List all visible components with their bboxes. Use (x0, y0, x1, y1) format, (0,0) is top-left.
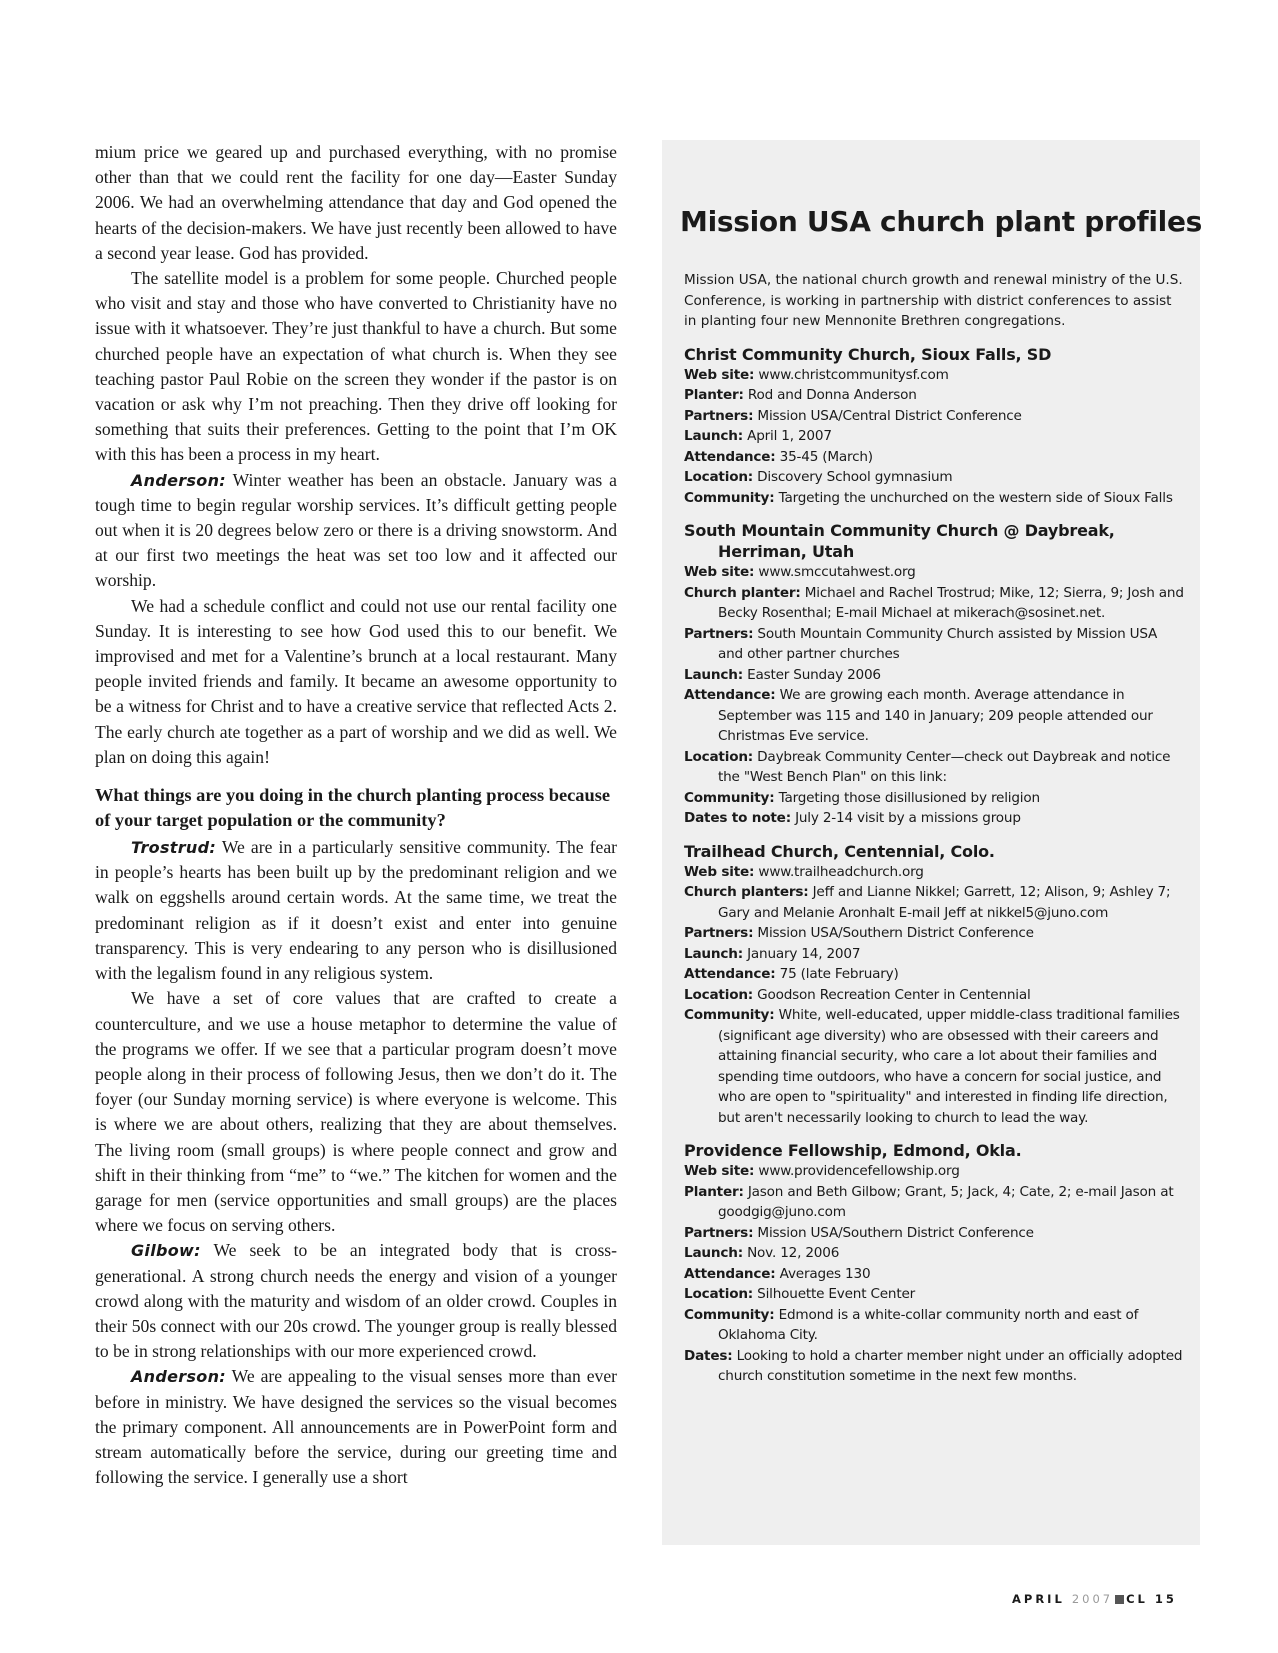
paragraph (95, 1238, 617, 1364)
church-profile (684, 841, 1184, 1129)
paragraph (95, 468, 617, 594)
field-value: Mission USA/Central District Conference (753, 407, 1022, 424)
profile-field (684, 944, 1184, 965)
profile-field (684, 808, 1184, 829)
field-label: Partners: (684, 925, 754, 941)
field-value: Goodson Recreation Center in Centennial (753, 986, 1031, 1003)
paragraph: The satellite model is a problem for some people. Churched people who visit and stay and those who have converted to Christianity have no issue with it whatsoever. They’re just thankful to have a church. But some churched people have an expectation of what church is. When they see teaching pastor Paul Robie on the screen they wonder if the pastor is on vacation or ask why I’m not preaching. Then they drive off looking for something that suits their preferences. Getting to the point that I’m OK with this has been a process in my heart. (95, 268, 617, 465)
church-profile-list (684, 344, 1184, 1387)
sidebar-content (680, 140, 1203, 1387)
field-label: Attendance: (684, 1265, 776, 1282)
field-value: Looking to hold a charter member night under an officially adopted church constitution sometime in the next few months. (718, 1347, 1183, 1384)
paragraph-text: We are in a particularly sensitive community. The fear in people’s hearts has been built up by the predominant religion and we walk on eggshells around certain words. At the same time, we treat the predominant religion as if it doesn’t exist and enter into genuine transparency. This is very endearing to any person who is disillusioned with the legalism found in any religious system. (95, 837, 617, 984)
field-label: Community: (684, 489, 775, 506)
field-label: Church planters: (684, 884, 809, 900)
sidebar-title: Mission USA church plant profiles (680, 205, 1203, 238)
field-label: Dates: (684, 1347, 733, 1364)
field-label: Partners: (684, 407, 754, 424)
field-value: www.trailheadchurch.org (754, 863, 924, 880)
field-value: www.smccutahwest.org (754, 564, 916, 580)
speaker-name: Trostrud: (131, 838, 217, 858)
profile-field (684, 1161, 1184, 1182)
field-label: Location: (684, 986, 754, 1003)
profile-field (684, 624, 1184, 665)
profile-field (684, 385, 1184, 406)
paragraph: We had a schedule conflict and could not use our rental facility one Sunday. It is interesting to see how God used this to our benefit. We improvised and met for a Valentine’s brunch at a local restaurant. Many people invited friends and family. It became an awesome opportunity to be a witness for Christ and to have a creative service that reflected Acts 2. The early church ate together as a part of worship and we did as well. We plan on doing this again! (95, 595, 617, 767)
profile-field (684, 467, 1184, 488)
speaker-name: Anderson: (131, 1367, 226, 1387)
profile-field (684, 985, 1184, 1006)
field-value: Nov. 12, 2006 (742, 1245, 840, 1261)
field-label: Planter: (684, 1183, 744, 1200)
profile-field (684, 882, 1184, 923)
profile-field (684, 406, 1184, 427)
field-label: Attendance: (684, 966, 776, 982)
profile-field (684, 1182, 1184, 1223)
field-label: Location: (684, 748, 754, 765)
profile-field (684, 1223, 1184, 1244)
field-value: April 1, 2007 (742, 428, 832, 444)
field-label: Launch: (684, 666, 743, 683)
field-value: www.providencefellowship.org (754, 1163, 960, 1179)
field-value: July 2-14 visit by a missions group (790, 810, 1021, 826)
field-value: Daybreak Community Center—check out Daybreak and notice the "West Bench Plan" on this link: (718, 748, 1171, 785)
sidebar-intro: Mission USA, the national church growth and renewal ministry of the U.S. Conference, is working in partnership with district conferences to assist in planting four new Mennonite Brethren congregations. (684, 272, 1183, 329)
speaker-name: Gilbow: (131, 1241, 201, 1261)
field-label: Community: (684, 1007, 775, 1023)
profile-field (684, 1284, 1184, 1305)
profile-field (684, 447, 1184, 468)
profile-field (684, 1005, 1184, 1128)
church-profile (684, 344, 1184, 509)
profile-field (684, 426, 1184, 447)
field-label: Location: (684, 1286, 754, 1302)
field-value: 75 (late February) (775, 966, 899, 982)
field-label: Web site: (684, 1163, 755, 1179)
footer-month: APRIL (1012, 1592, 1065, 1606)
profile-field (684, 1346, 1184, 1387)
page-footer (1012, 1592, 1177, 1606)
separator-square-icon (1115, 1595, 1124, 1604)
profile-field (684, 488, 1184, 509)
profile-field (684, 747, 1184, 788)
field-value: Mission USA/Southern District Conference (753, 925, 1034, 941)
field-value: Jason and Beth Gilbow; Grant, 5; Jack, 4; Cate, 2; e-mail Jason at goodgig@juno.com (718, 1183, 1174, 1220)
sidebar-panel (662, 140, 1203, 1545)
field-value: Rod and Donna Anderson (743, 387, 917, 403)
field-label: Launch: (684, 428, 743, 444)
paragraph (95, 835, 617, 986)
profile-field (684, 685, 1184, 747)
field-label: Web site: (684, 366, 755, 383)
footer-year: 2007 (1071, 1592, 1114, 1606)
field-value: Easter Sunday 2006 (742, 666, 881, 683)
profile-field (684, 583, 1184, 624)
field-label: Partners: (684, 625, 754, 642)
profile-field (684, 964, 1184, 985)
field-value: Targeting the unchurched on the western side of Sioux Falls (774, 489, 1173, 506)
field-value: Jeff and Lianne Nikkel; Garrett, 12; Alison, 9; Ashley 7; Gary and Melanie Aronhalt E-mail Jeff at nikkel5@juno.com (718, 884, 1171, 921)
article-body (95, 140, 617, 1490)
profile-field (684, 788, 1184, 809)
field-value: www.christcommunitysf.com (754, 366, 949, 383)
profile-field (684, 1264, 1184, 1285)
profile-field (684, 665, 1184, 686)
paragraph-text: We seek to be an integrated body that is cross-generational. A strong church needs the energy and vision of a younger crowd along with the maturity and wisdom of an older crowd. Couples in their 50s connect with our 20s crowd. The younger group is really blessed to be in strong relationships with our more experienced crowd. (95, 1240, 617, 1362)
paragraph-text: Winter weather has been an obstacle. January was a tough time to begin regular worship services. It’s difficult getting people out when it is 20 degrees below zero or there is a driving snowstorm. And at our first two meetings the heat was set too low and it affected our worship. (95, 469, 617, 591)
profile-field (684, 562, 1184, 583)
church-name: Providence Fellowship, Edmond, Okla. (684, 1141, 1022, 1160)
field-value: Mission USA/Southern District Conference (753, 1224, 1034, 1241)
field-label: Location: (684, 469, 754, 485)
field-value: Averages 130 (775, 1265, 871, 1282)
profile-field (684, 1305, 1184, 1346)
paragraph (95, 1364, 617, 1490)
church-name: South Mountain Community Church @ Daybreak, Herriman, Utah (684, 521, 1115, 561)
question-heading: What things are you doing in the church planting process because of your target population or the community? (95, 785, 611, 831)
field-label: Web site: (684, 863, 755, 880)
field-label: Launch: (684, 945, 743, 962)
paragraph-text: We are appealing to the visual senses more than ever before in ministry. We have designed the services so the visual becomes the primary component. All announcements are in PowerPoint form and stream automatically before the service, during our greeting time and following the service. I generally use a short (95, 1366, 617, 1488)
field-value: South Mountain Community Church assisted by Mission USA and other partner churches (718, 625, 1158, 662)
paragraph: We have a set of core values that are crafted to create a counterculture, and we use a house metaphor to determine the value of the programs we offer. If we see that a particular program doesn’t move people along in their process of following Jesus, then we don’t do it. The foyer (our Sunday morning service) is where everyone is welcome. This is where we are about others, realizing that they are about themselves. The living room (small groups) is where people connect and grow and shift in their thinking from “me” to “we.” The kitchen for women and the garage for men (service opportunities and small groups) are the places where we focus on serving others. (95, 988, 617, 1236)
profile-field (684, 923, 1184, 944)
field-value: Michael and Rachel Trostrud; Mike, 12; Sierra, 9; Josh and Becky Rosenthal; E-mail Michael at mikerach@sosinet.net. (718, 584, 1184, 621)
footer-page: CL 15 (1126, 1592, 1177, 1606)
field-label: Web site: (684, 564, 755, 580)
field-label: Community: (684, 1306, 775, 1323)
field-value: Silhouette Event Center (753, 1286, 916, 1302)
speaker-name: Anderson: (131, 470, 226, 490)
field-label: Dates to note: (684, 810, 791, 826)
paragraph: mium price we geared up and purchased everything, with no promise other than that we could rent the facility for one day—Easter Sunday 2006. We had an overwhelming attendance that day and God opened the hearts of the decision-makers. We have just recently been allowed to have a second year lease. God has provided. (95, 142, 617, 263)
field-value: 35-45 (March) (775, 448, 873, 465)
field-label: Partners: (684, 1224, 754, 1241)
field-value: We are growing each month. Average attendance in September was 115 and 140 in January; 209 people attended our Christmas Eve service. (718, 687, 1153, 744)
church-name: Christ Community Church, Sioux Falls, SD (684, 344, 1052, 364)
field-label: Church planter: (684, 584, 801, 601)
profile-field (684, 862, 1184, 883)
field-label: Planter: (684, 387, 744, 403)
field-label: Launch: (684, 1245, 743, 1261)
church-name: Trailhead Church, Centennial, Colo. (684, 841, 995, 861)
field-label: Attendance: (684, 687, 776, 703)
field-value: Edmond is a white-collar community north and east of Oklahoma City. (718, 1306, 1139, 1343)
profile-field (684, 365, 1184, 386)
field-label: Community: (684, 789, 775, 806)
church-profile (684, 1140, 1184, 1387)
church-profile (684, 520, 1184, 829)
field-value: Discovery School gymnasium (753, 469, 953, 485)
field-value: White, well-educated, upper middle-class traditional families (significant age diversity) who are obsessed with their careers and attaining financial security, who care a lot about their families and spending time outdoors, who have a concern for social justice, and who are open to "spirituality" and interested in finding life direction, but aren't necessarily looking to church to lead the way. (718, 1007, 1180, 1126)
field-value: Targeting those disillusioned by religion (774, 789, 1040, 806)
field-label: Attendance: (684, 448, 776, 465)
field-value: January 14, 2007 (742, 945, 861, 962)
profile-field (684, 1243, 1184, 1264)
